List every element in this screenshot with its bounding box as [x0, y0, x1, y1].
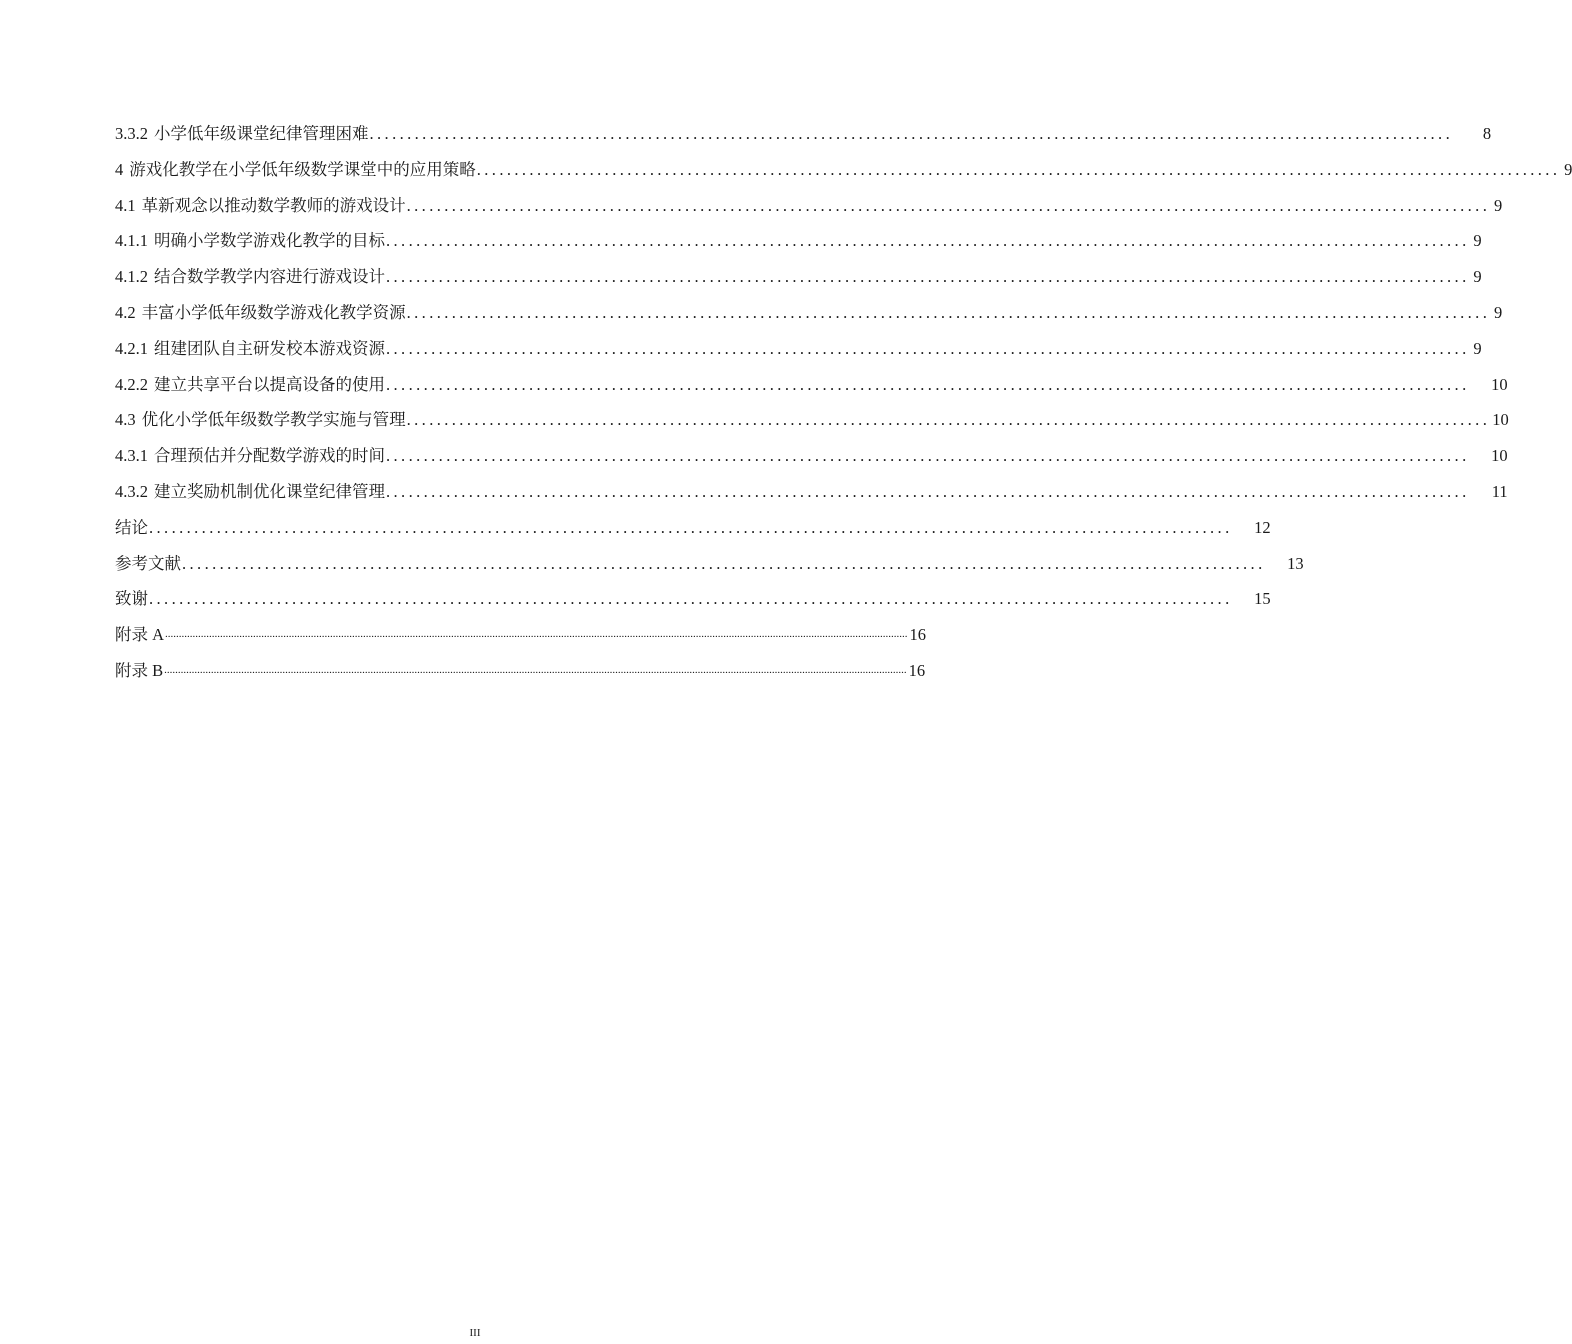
toc-entry-number: 3.3.2	[115, 124, 148, 143]
toc-entry-title: 致谢	[115, 589, 148, 609]
toc-entry[interactable]	[115, 116, 1492, 152]
toc-dot-leader: ................................................................................................................................................	[149, 517, 1233, 537]
toc-entry[interactable]	[115, 581, 1271, 617]
toc-entry-page: 16	[909, 625, 927, 645]
toc-dot-leader: ................................................................................................................................................	[386, 231, 1470, 251]
toc-entry[interactable]	[115, 402, 1509, 438]
toc-entry-number: 4.3.1	[115, 446, 148, 466]
toc-dot-leader: ..............................................................................................................................................................................................................................................................................	[165, 628, 908, 641]
toc-entry-page: 10	[1491, 374, 1508, 394]
toc-entry-number: 4.2.2	[115, 374, 148, 394]
toc-entry[interactable]	[115, 617, 927, 653]
toc-entry[interactable]	[115, 367, 1508, 403]
toc-dot-leader: ................................................................................................................................................	[149, 589, 1233, 609]
toc-dot-leader: ................................................................................................................................................	[386, 481, 1470, 501]
toc-dot-leader: ................................................................................................................................................	[182, 553, 1266, 573]
toc-entry-number: 4.1.2	[115, 267, 148, 287]
toc-entry[interactable]	[115, 510, 1271, 546]
toc-dot-leader: ..............................................................................................................................................................................................................................................................................	[164, 663, 907, 676]
toc-entry-title: 4.2 丰富小学低年级数学游戏化教学资源	[115, 302, 406, 322]
toc-entry[interactable]	[115, 188, 1503, 224]
toc-entry-title: 4.3 优化小学低年级数学教学实施与管理	[115, 410, 406, 430]
toc-entry-number: 4.2	[115, 302, 136, 322]
toc-entry-title: 4 游戏化教学在小学低年级数学课堂中的应用策略	[115, 159, 476, 179]
toc-entry-page: 9	[1473, 338, 1482, 358]
toc-entry-number: 4	[115, 159, 124, 179]
toc-entry-title: 附录 A	[115, 625, 165, 645]
toc-entry-number: 4.2.1	[115, 338, 148, 358]
toc-entry-page: 12	[1254, 517, 1271, 537]
toc-dot-leader: ................................................................................................................................................	[386, 267, 1470, 287]
toc-entry-page: 10	[1492, 410, 1509, 430]
toc-dot-leader: ................................................................................................................................................	[406, 195, 1491, 215]
toc-dot-leader: ................................................................................................................................................	[406, 410, 1491, 430]
toc-entry-title: 4.2.2 建立共享平台以提高设备的使用	[115, 374, 385, 394]
toc-entry-page: 11	[1491, 481, 1508, 501]
toc-entry-page: 8	[1482, 124, 1492, 143]
toc-entry-number: 4.1.1	[115, 231, 148, 251]
toc-entry-title: 4.2.1 组建团队自主研发校本游戏资源	[115, 338, 385, 358]
toc-dot-leader: ................................................................................................................................................	[386, 446, 1470, 466]
toc-entry-title: 参考文献	[115, 553, 181, 573]
toc-entry-number: 4.1	[115, 195, 136, 215]
toc-dot-leader: ................................................................................................................................................	[386, 374, 1470, 394]
toc-entry-page: 9	[1493, 195, 1503, 215]
toc-entry[interactable]	[115, 474, 1508, 510]
toc-entry[interactable]	[115, 295, 1503, 331]
toc-entry-page: 9	[1473, 267, 1482, 287]
toc-entry-title: 4.1.1 明确小学数学游戏化教学的目标	[115, 231, 385, 251]
toc-entry-title: 3.3.2 小学低年级课堂纪律管理困难	[115, 124, 369, 143]
toc-entry-page: 9	[1473, 231, 1482, 251]
table-of-contents	[115, 116, 1572, 689]
toc-entry-title: 4.3.1 合理预估并分配数学游戏的时间	[115, 446, 385, 466]
toc-entry[interactable]	[115, 438, 1508, 474]
toc-dot-leader: ................................................................................................................................................	[386, 338, 1470, 358]
toc-entry-page: 9	[1493, 302, 1503, 322]
toc-entry-page: 13	[1287, 553, 1304, 573]
toc-entry-page: 9	[1564, 159, 1572, 179]
toc-entry-number: 4.3	[115, 410, 136, 430]
toc-entry-page: 15	[1254, 589, 1271, 609]
toc-entry-page: 16	[908, 660, 926, 680]
toc-dot-leader: ................................................................................................................................................	[476, 159, 1561, 179]
toc-entry-title: 附录 B	[115, 660, 164, 680]
toc-entry[interactable]	[115, 331, 1482, 367]
toc-entry-title: 4.1.2 结合数学教学内容进行游戏设计	[115, 267, 385, 287]
toc-entry[interactable]	[115, 223, 1482, 259]
toc-entry-number: 4.3.2	[115, 481, 148, 501]
toc-entry[interactable]	[115, 546, 1304, 582]
toc-entry-title: 4.3.2 建立奖励机制优化课堂纪律管理	[115, 481, 385, 501]
toc-entry-title: 4.1 革新观念以推动数学教师的游戏设计	[115, 195, 406, 215]
toc-entry-title: 结论	[115, 517, 148, 537]
toc-entry[interactable]	[115, 259, 1482, 295]
toc-dot-leader: ................................................................................................................................................	[369, 124, 1454, 143]
toc-entry[interactable]	[115, 653, 926, 689]
toc-dot-leader: ................................................................................................................................................	[406, 302, 1491, 322]
page-number-footer: III	[469, 1327, 481, 1339]
toc-entry-page: 10	[1491, 446, 1508, 466]
toc-entry[interactable]	[115, 152, 1572, 188]
